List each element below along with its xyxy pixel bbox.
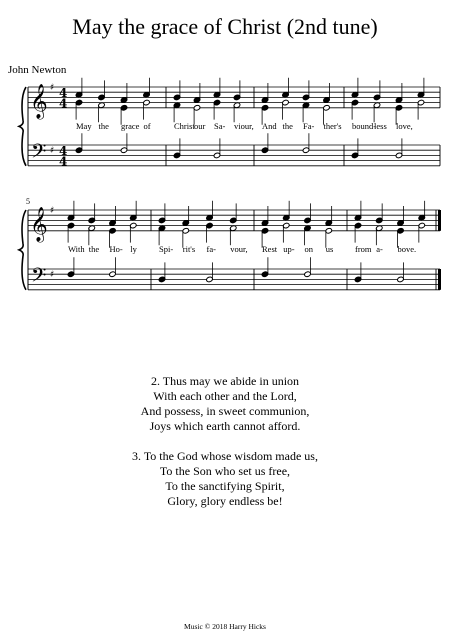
lyric-syllable: Ho- bbox=[109, 243, 123, 254]
key-signature-sharp: ♯ bbox=[50, 83, 55, 93]
verse-line: 2. Thus may we abide in union bbox=[150, 374, 300, 388]
lyric-syllable: Rest bbox=[262, 243, 278, 254]
music-score bbox=[0, 70, 450, 292]
bass-clef: 𝄢 bbox=[31, 263, 47, 292]
lyric-syllable: bound- bbox=[352, 120, 377, 131]
system-1 bbox=[19, 78, 440, 169]
lyric-syllable: vour, bbox=[230, 243, 248, 254]
lyric-syllable: And bbox=[262, 120, 277, 131]
verses bbox=[0, 374, 450, 524]
lyric-syllable: the bbox=[88, 243, 100, 254]
measure-number: 5 bbox=[26, 197, 30, 206]
hymn-title: May the grace of Christ (2nd tune) bbox=[72, 14, 378, 39]
lyric-syllable: Spi- bbox=[159, 243, 174, 254]
lyric-syllable: from bbox=[355, 243, 372, 254]
lyric-syllable: the bbox=[282, 120, 293, 131]
verse-2 bbox=[0, 374, 450, 434]
lyric-syllable: us bbox=[325, 243, 334, 254]
system-brace bbox=[19, 210, 26, 290]
lyric-syllable: love, bbox=[396, 120, 413, 131]
verse-line: Joys which earth cannot afford. bbox=[149, 419, 301, 433]
lyric-syllable: May bbox=[76, 120, 92, 131]
composer-name: John Newton bbox=[8, 64, 67, 76]
lyric-syllable: viour, bbox=[234, 120, 254, 131]
time-signature-top: 4 bbox=[59, 143, 68, 158]
key-signature-sharp: ♯ bbox=[50, 146, 55, 157]
key-signature-sharp: ♯ bbox=[50, 206, 55, 216]
final-barline bbox=[438, 269, 441, 290]
lyric-syllable: Sa- bbox=[214, 120, 226, 131]
verse-line: And possess, in sweet communion, bbox=[140, 404, 310, 418]
lyric-syllable: bove. bbox=[397, 243, 417, 254]
lyric-syllable: on bbox=[304, 243, 313, 254]
verse-line: Glory, glory endless be! bbox=[167, 494, 283, 508]
bass-clef: 𝄢 bbox=[31, 139, 47, 168]
lyric-syllable: fa- bbox=[206, 243, 216, 254]
final-barline bbox=[438, 210, 441, 231]
time-signature-bottom: 4 bbox=[59, 96, 68, 111]
lyric-syllable: a- bbox=[376, 243, 383, 254]
lyric-syllable: rit's bbox=[182, 243, 196, 254]
lyric-syllable: our bbox=[194, 120, 206, 131]
lyric-syllable: Fa- bbox=[303, 120, 315, 131]
lyric-syllable: the bbox=[98, 120, 109, 131]
lyric-syllable: grace bbox=[121, 120, 140, 131]
verse-line: To the Son who set us free, bbox=[159, 464, 291, 478]
verse-3 bbox=[0, 449, 450, 509]
time-signature-bottom: 4 bbox=[59, 154, 68, 169]
system-2 bbox=[19, 197, 441, 292]
lyric-syllable: ly bbox=[130, 243, 137, 254]
time-signature-top: 4 bbox=[59, 85, 68, 100]
verse-line: With each other and the Lord, bbox=[153, 389, 297, 403]
lyric-syllable: ther's bbox=[323, 120, 342, 131]
treble-clef: 𝄞 bbox=[30, 206, 48, 242]
lyric-syllable: of bbox=[143, 120, 151, 131]
lyric-syllable: With bbox=[68, 243, 85, 254]
key-signature-sharp: ♯ bbox=[50, 270, 55, 281]
verse-line: To the sanctifying Spirit, bbox=[165, 479, 285, 493]
copyright-notice: Music © 2018 Harry Hicks bbox=[184, 622, 266, 631]
lyric-syllable: Christ bbox=[174, 120, 195, 131]
lyric-syllable: less bbox=[374, 120, 387, 131]
verse-line: 3. To the God whose wisdom made us, bbox=[132, 449, 318, 463]
treble-clef: 𝄞 bbox=[30, 83, 48, 119]
system-brace bbox=[19, 87, 26, 166]
lyric-syllable: up- bbox=[283, 243, 295, 254]
